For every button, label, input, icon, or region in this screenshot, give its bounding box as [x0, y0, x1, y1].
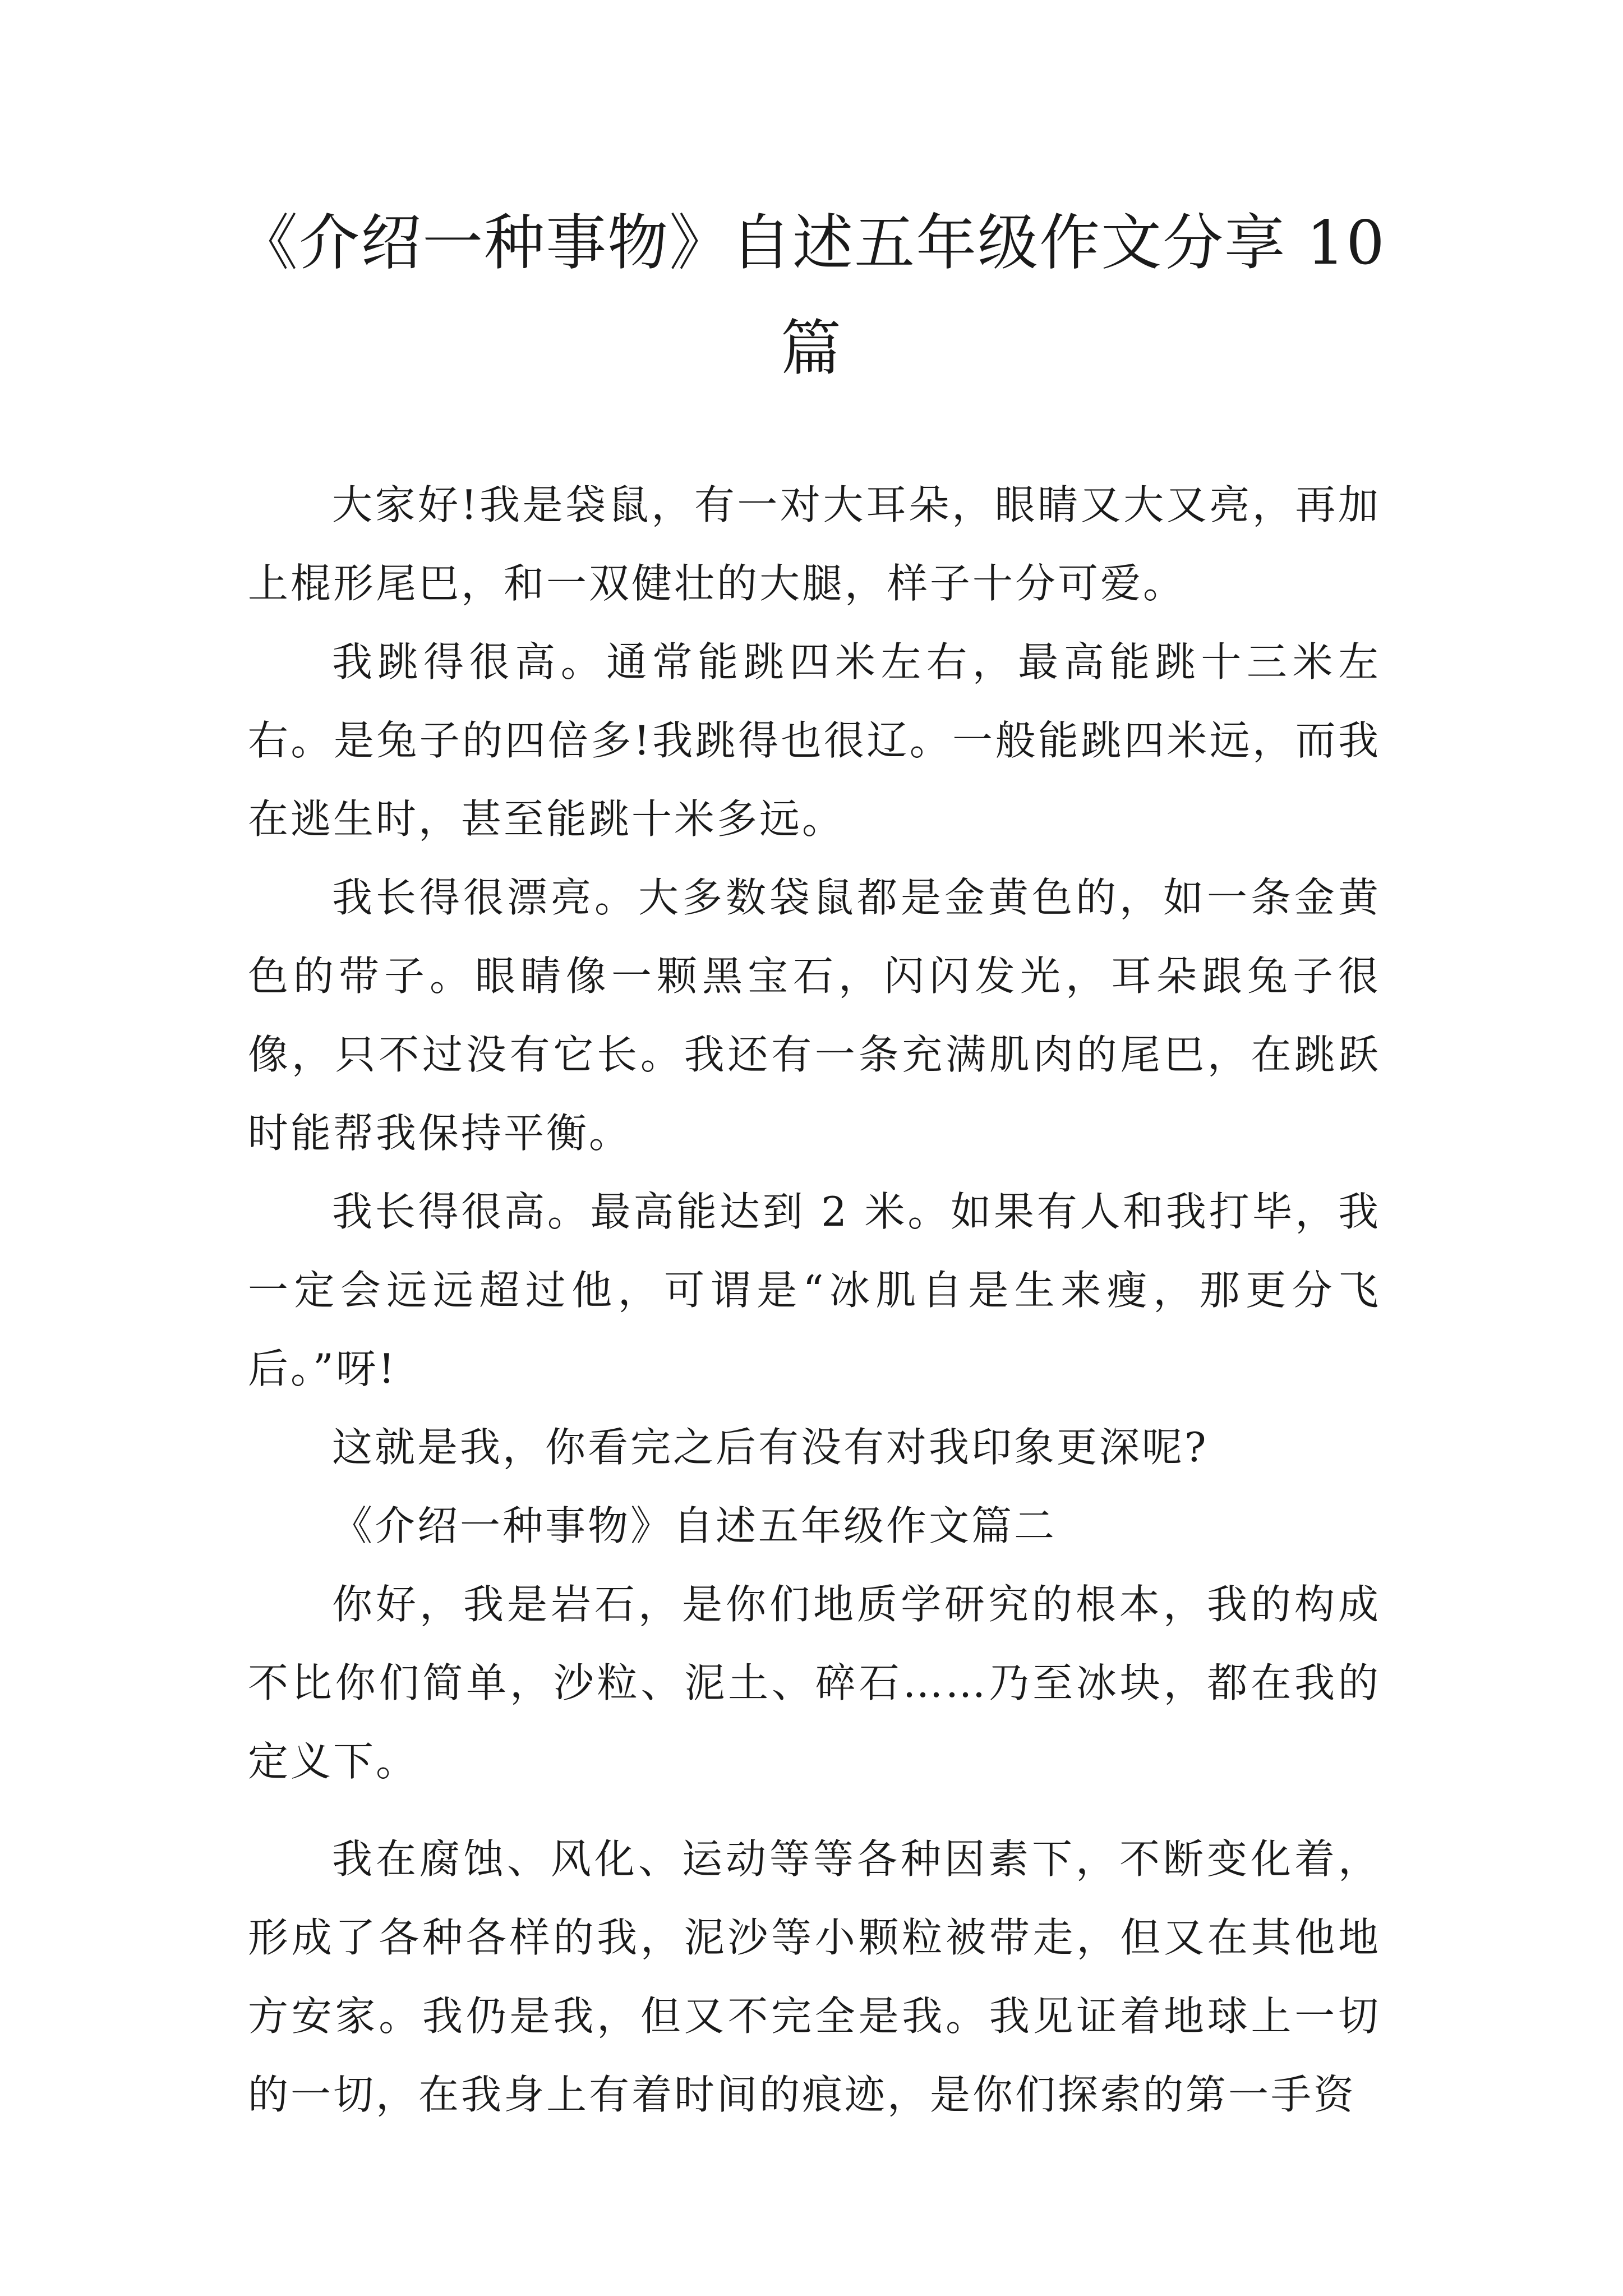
paragraph: 我在腐蚀、风化、运动等等各种因素下，不断变化着，形成了各种各样的我，泥沙等小颗粒被带走，但又在其他地方安家。我仍是我，但又不完全是我。我见证着地球上一切的一切，在我身上有着时间的痕迹，是你们探索的第一手资: [248, 1835, 1381, 2118]
paragraph: 这就是我，你看完之后有没有对我印象更深呢?: [332, 1424, 1209, 1471]
paragraph: 我长得很高。最高能达到 2 米。如果有人和我打毕，我一定会远远超过他，可谓是“冰肌自是生来瘦，那更分飞后。”呀!: [248, 1188, 1381, 1392]
document-title: 《介绍一种事物》自述五年级作文分享 10 篇: [237, 208, 1386, 384]
paragraph: 我长得很漂亮。大多数袋鼠都是金黄色的，如一条金黄色的带子。眼睛像一颗黑宝石，闪闪发光，耳朵跟兔子很像，只不过没有它长。我还有一条充满肌肉的尾巴，在跳跃时能帮我保持平衡。: [248, 874, 1381, 1157]
document-body: [248, 466, 1381, 2134]
paragraph: 大家好!我是袋鼠，有一对大耳朵，眼睛又大又亮，再加上棍形尾巴，和一双健壮的大腿，样子十分可爱。: [248, 481, 1381, 607]
paragraph: 你好，我是岩石，是你们地质学研究的根本，我的构成不比你们简单，沙粒、泥土、碎石……乃至冰块，都在我的定义下。: [248, 1581, 1381, 1785]
section-heading: 《介绍一种事物》自述五年级作文篇二: [332, 1502, 1057, 1549]
paragraph: 我跳得很高。通常能跳四米左右，最高能跳十三米左右。是兔子的四倍多!我跳得也很辽。一般能跳四米远，而我在逃生时，甚至能跳十米多远。: [248, 638, 1381, 843]
